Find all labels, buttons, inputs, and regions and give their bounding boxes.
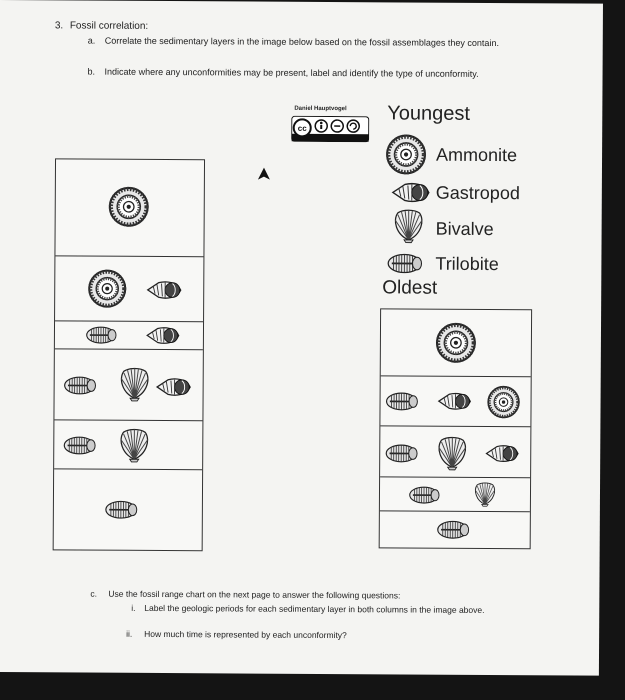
bivalve-icon (472, 481, 498, 507)
subpart-i-label: i. (131, 602, 136, 613)
bivalve-icon (117, 366, 153, 402)
legend-oldest-label: Oldest (382, 277, 438, 299)
cc-license-logo (291, 116, 369, 142)
left-rock-column (53, 158, 205, 551)
right-layer-1 (381, 309, 531, 377)
trilobite-icon (384, 443, 418, 463)
left-layer-5 (54, 420, 202, 470)
trilobite-icon (104, 500, 138, 520)
ammonite-icon (108, 186, 150, 228)
trilobite-icon (85, 326, 117, 345)
bivalve-icon (434, 435, 470, 471)
gastropod-icon (155, 376, 193, 398)
left-layer-2 (55, 256, 203, 322)
trilobite-icon (62, 435, 96, 455)
right-layer-4 (380, 477, 530, 512)
subpart-ii-label: ii. (126, 628, 133, 639)
gastropod-icon (436, 391, 472, 412)
left-layer-3 (55, 321, 203, 350)
question-number: 3. (54, 20, 64, 32)
trilobite-icon (63, 375, 97, 395)
right-layer-3 (380, 426, 530, 478)
left-layer-4 (54, 349, 202, 421)
part-a-text: Correlate the sedimentary layers in the image below based on the fossil assemblages they contain. (104, 35, 499, 49)
legend-trilobite-label: Trilobite (435, 253, 499, 275)
subpart-i-text: Label the geologic periods for each sedimentary layer in both columns in the image above. (144, 602, 485, 615)
svg-text:cc: cc (297, 123, 307, 133)
right-layer-2 (380, 376, 530, 427)
arrow-cursor-icon (257, 167, 271, 183)
bivalve-icon (116, 427, 152, 463)
ammonite-icon (385, 133, 427, 175)
trilobite-icon (436, 520, 470, 540)
part-b-label: b. (87, 66, 96, 77)
part-c-label: c. (90, 588, 98, 599)
legend-youngest-label: Youngest (387, 102, 471, 125)
left-layer-1 (55, 159, 204, 257)
figure-author: Daniel Hauptvogel (294, 105, 347, 113)
legend-bivalve-label: Bivalve (435, 218, 494, 240)
trilobite-icon (386, 252, 422, 274)
legend-gastropod-label: Gastropod (435, 182, 520, 204)
question-title: Fossil correlation: (69, 20, 149, 32)
right-rock-column (379, 308, 532, 549)
right-layer-5 (380, 511, 530, 548)
gastropod-icon (484, 443, 520, 464)
bivalve-icon (391, 207, 427, 243)
part-c-text: Use the fossil range chart on the next page to answer the following questions: (108, 588, 401, 601)
legend-ammonite-label: Ammonite (436, 144, 518, 166)
left-layer-6 (54, 469, 202, 550)
gastropod-icon (145, 325, 181, 346)
part-b-text: Indicate where any unconformities may be present, label and identify the type of unconformity. (104, 66, 479, 79)
ammonite-icon (486, 385, 520, 419)
trilobite-icon (384, 391, 418, 411)
part-a-label: a. (87, 35, 96, 46)
subpart-ii-text: How much time is represented by each unconformity? (144, 628, 347, 641)
gastropod-icon (145, 279, 183, 301)
gastropod-icon (391, 180, 431, 204)
ammonite-icon (435, 322, 477, 364)
trilobite-icon (408, 486, 440, 505)
ammonite-icon (87, 269, 127, 309)
